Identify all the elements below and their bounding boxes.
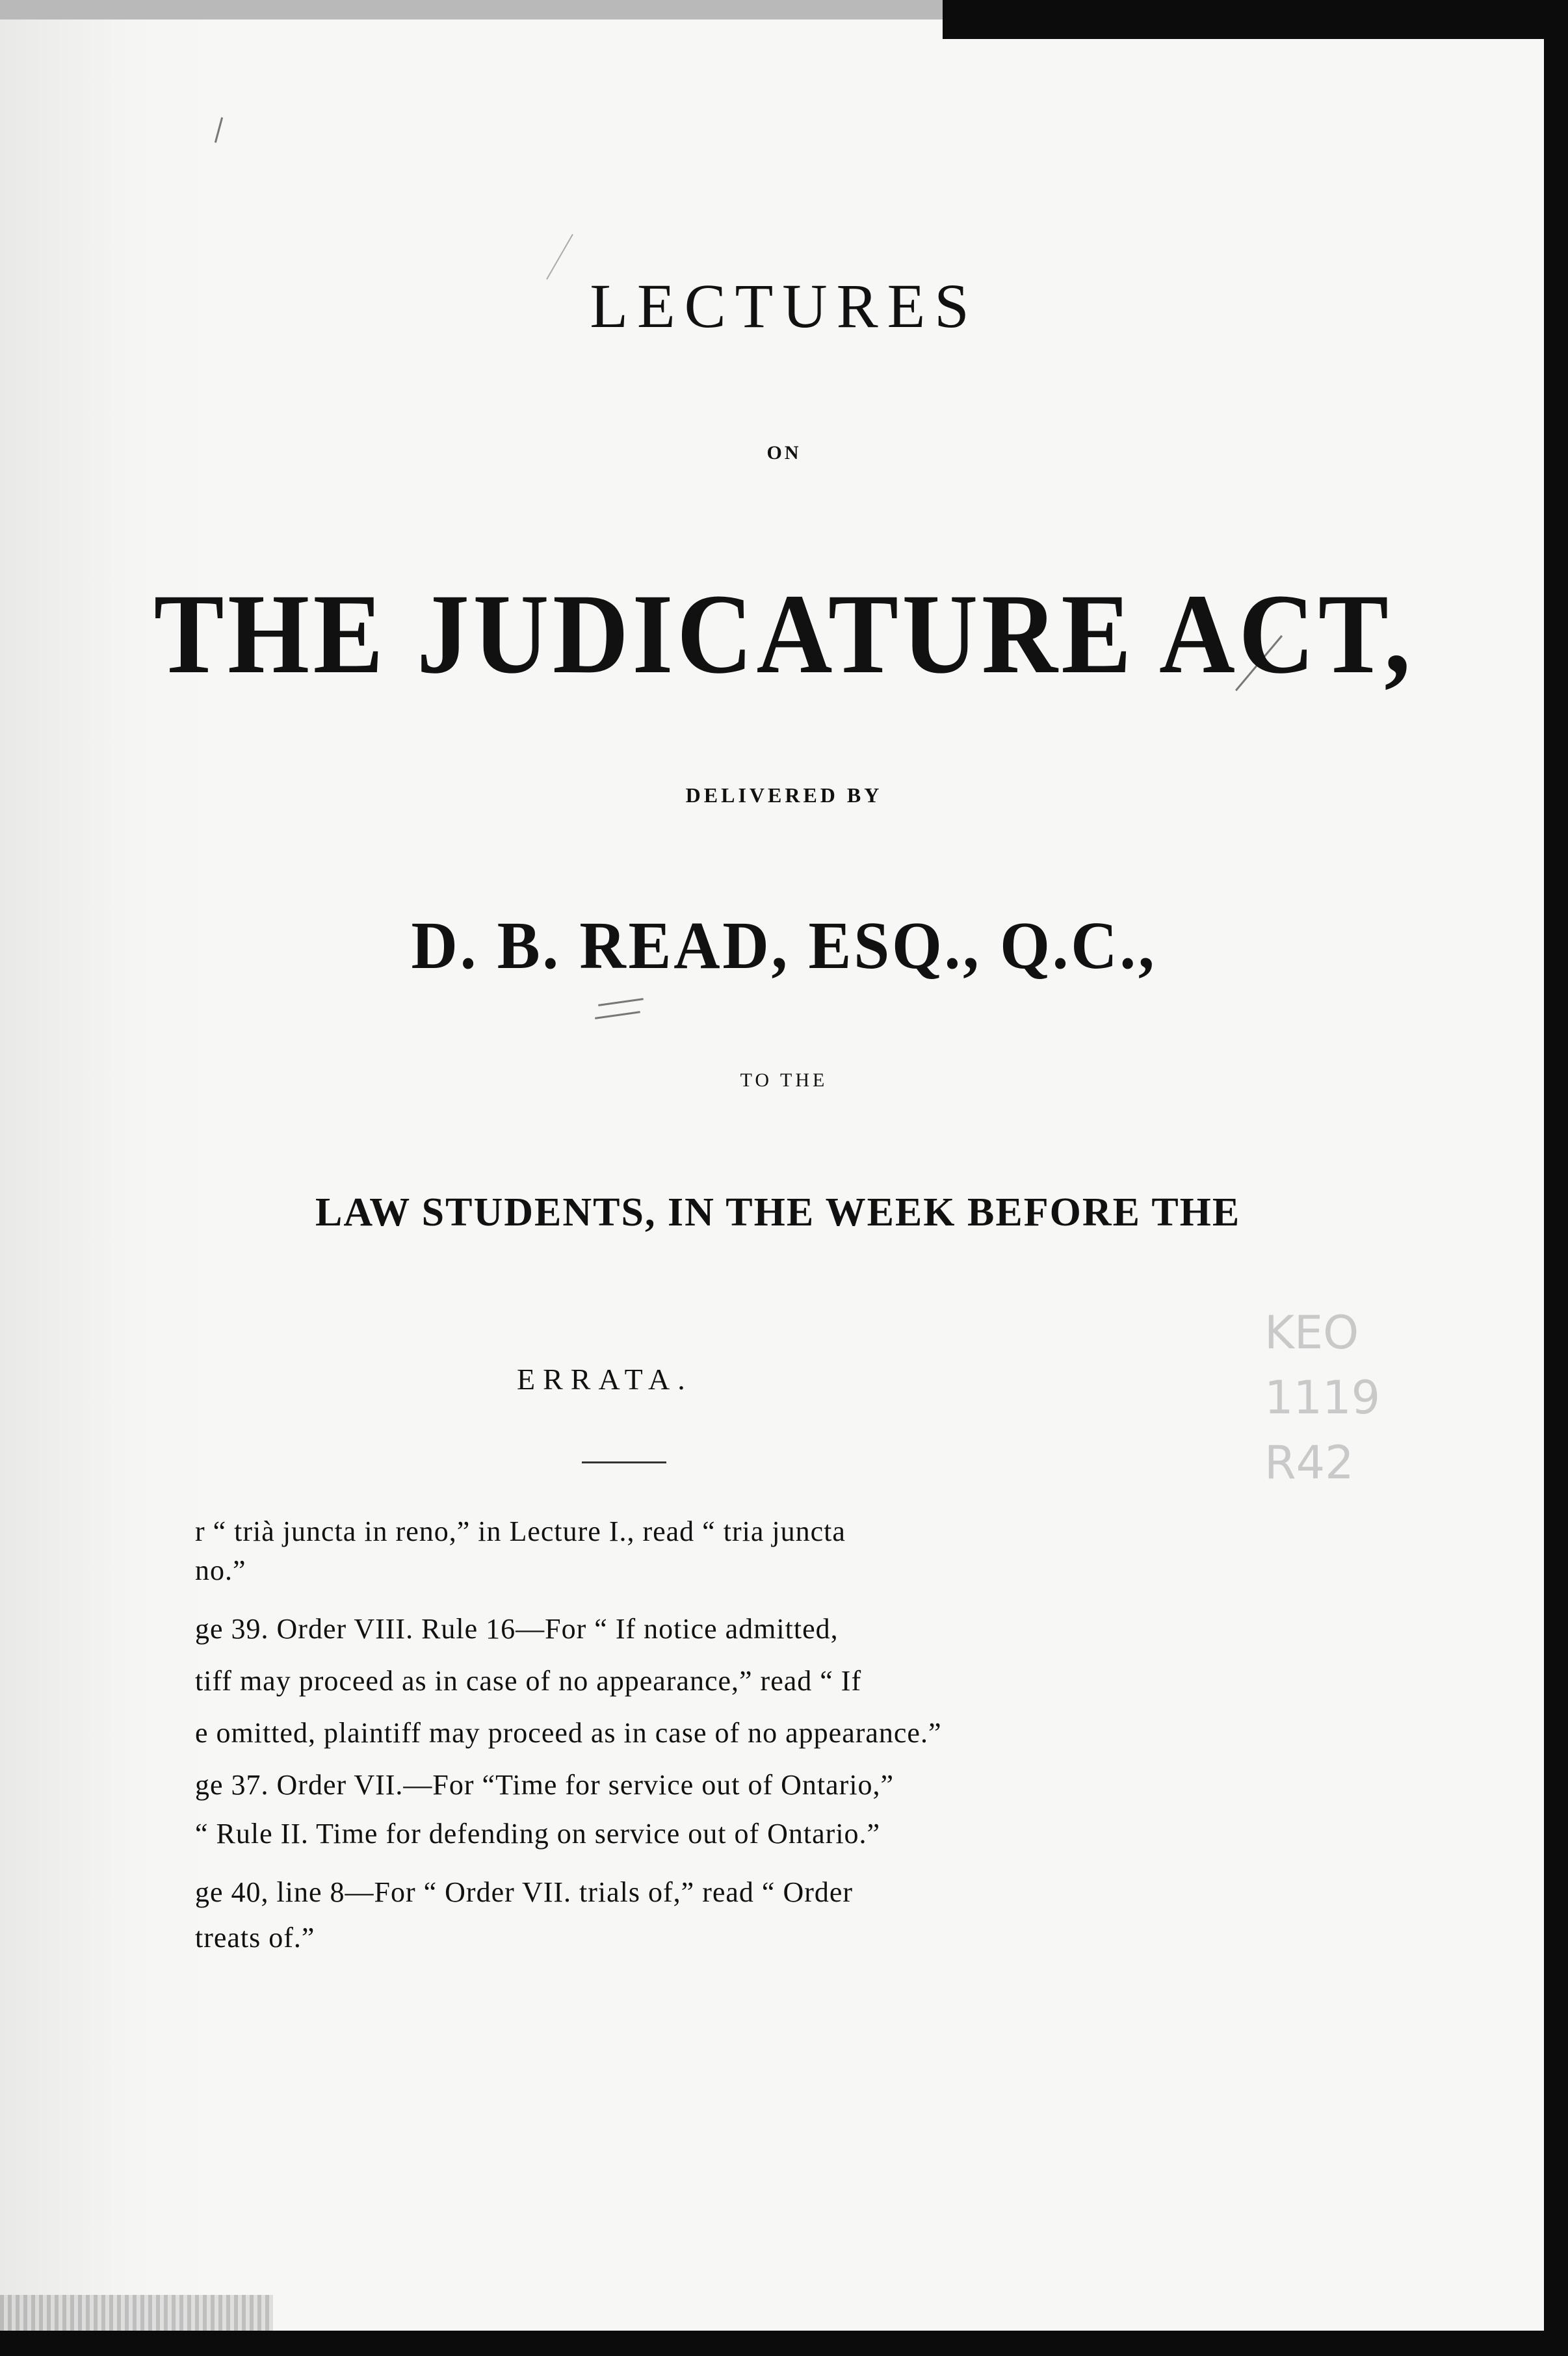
author-name: D. B. READ, ESQ., Q.C., — [411, 908, 1157, 983]
handwritten-call-number — [1264, 1300, 1433, 1495]
page-gutter-shade — [0, 20, 215, 2331]
errata-line: “ Rule II. Time for defending on service out of Ontario.” — [195, 1818, 881, 1850]
errata-line: no.” — [195, 1554, 246, 1586]
right-scan-border — [1544, 39, 1568, 2356]
to-the-label: TO THE — [740, 1069, 828, 1091]
bottom-scan-border — [0, 2331, 1568, 2356]
top-scan-border — [943, 0, 1568, 39]
title-on: ON — [766, 442, 802, 464]
errata-line: e omitted, plaintiff may proceed as in case of no appearance.” — [195, 1717, 942, 1749]
audience-line: LAW STUDENTS, IN THE WEEK BEFORE THE — [315, 1190, 1241, 1235]
handwritten-line: 1119 — [1264, 1371, 1381, 1424]
errata-line: ge 39. Order VIII. Rule 16—For “ If notice admitted, — [195, 1613, 839, 1645]
errata-heading: ERRATA. — [517, 1363, 693, 1396]
errata-divider — [582, 1461, 666, 1463]
errata-line: ge 40, line 8—For “ Order VII. trials of,” read “ Order — [195, 1876, 854, 1908]
handwritten-line: KEO — [1264, 1306, 1359, 1359]
errata-line: tiff may proceed as in case of no appearance,” read “ If — [195, 1665, 862, 1697]
handwritten-line: R42 — [1264, 1436, 1354, 1489]
errata-line: ge 37. Order VII.—For “Time for service out of Ontario,” — [195, 1769, 895, 1801]
errata-line: treats of.” — [195, 1922, 315, 1954]
title-subject: THE JUDICATURE ACT, — [153, 571, 1415, 698]
top-scan-strip — [0, 0, 943, 20]
errata-line: r “ trià juncta in reno,” in Lecture I., read “ tria juncta — [195, 1515, 846, 1547]
delivered-by-label: DELIVERED BY — [685, 783, 883, 807]
bottom-left-scan-artifact — [0, 2295, 273, 2331]
title-lectures: LECTURES — [590, 271, 978, 341]
